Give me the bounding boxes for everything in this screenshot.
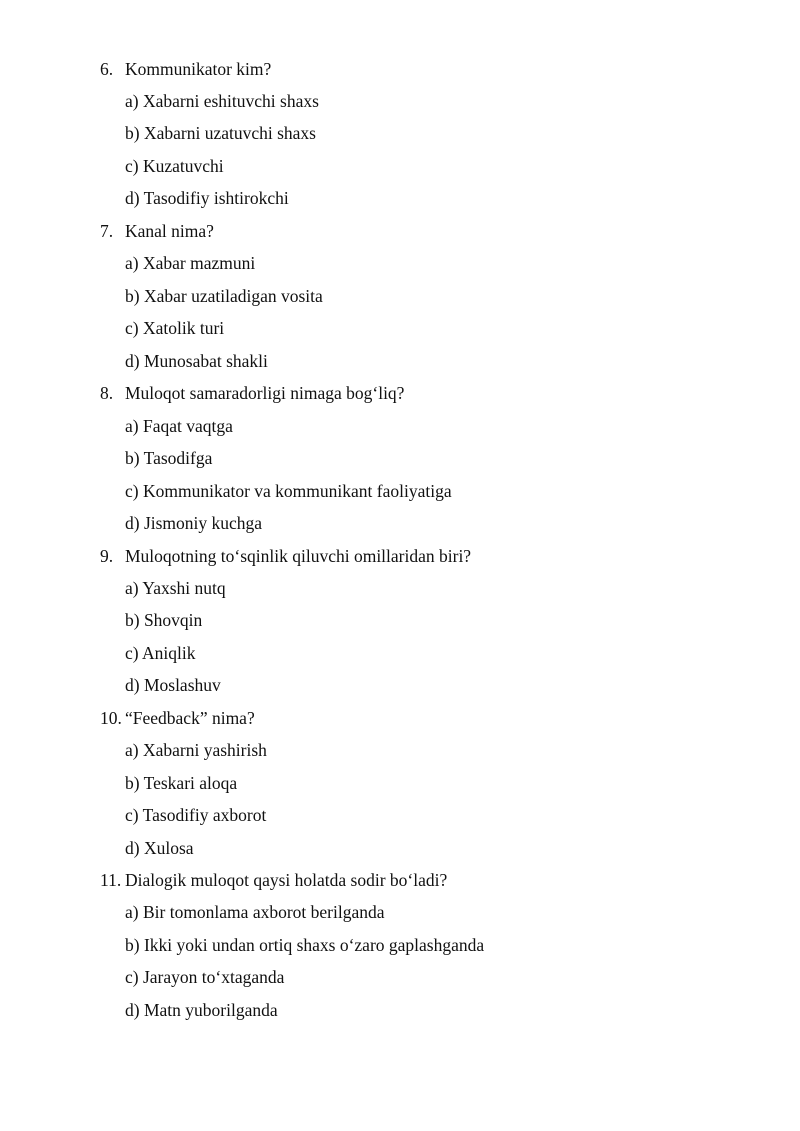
question-number: 6. (100, 59, 114, 79)
answer-option: d) Moslashuv (125, 675, 221, 695)
question-number: 8. (100, 383, 114, 403)
answer-option: d) Jismoniy kuchga (125, 513, 263, 533)
question-number: 10. (100, 708, 122, 728)
answer-option: c) Kommunikator va kommunikant faoliyatiga (125, 481, 452, 501)
answer-option: d) Munosabat shakli (125, 351, 268, 371)
answer-option: b) Xabarni uzatuvchi shaxs (125, 123, 316, 143)
answer-option: a) Yaxshi nutq (125, 578, 226, 598)
answer-option: a) Faqat vaqtga (125, 416, 233, 436)
answer-option: a) Xabarni yashirish (125, 740, 267, 760)
answer-option: d) Matn yuborilganda (125, 1000, 278, 1020)
answer-option: a) Xabarni eshituvchi shaxs (125, 91, 319, 111)
answer-option: c) Jarayon to‘xtaganda (125, 967, 285, 987)
answer-option: a) Xabar mazmuni (125, 253, 256, 273)
answer-option: b) Xabar uzatiladigan vosita (125, 286, 323, 306)
question-text: Dialogik muloqot qaysi holatda sodir bo‘ladi? (125, 870, 448, 890)
question-number: 9. (100, 546, 114, 566)
answer-option: c) Kuzatuvchi (125, 156, 224, 176)
answer-option: b) Ikki yoki undan ortiq shaxs o‘zaro gaplashganda (125, 935, 485, 955)
answer-option: b) Shovqin (125, 610, 203, 630)
answer-option: c) Tasodifiy axborot (125, 805, 267, 825)
answer-option: b) Tasodifga (125, 448, 213, 468)
question-text: Kanal nima? (125, 221, 214, 241)
question-text: Muloqotning to‘sqinlik qiluvchi omillaridan biri? (125, 546, 472, 566)
question-number: 11. (100, 870, 122, 890)
question-text: Kommunikator kim? (125, 59, 272, 79)
question-text: “Feedback” nima? (125, 708, 255, 728)
question-text: Muloqot samaradorligi nimaga bog‘liq? (125, 383, 405, 403)
question-number: 7. (100, 221, 114, 241)
answer-option: c) Aniqlik (125, 643, 196, 663)
answer-option: c) Xatolik turi (125, 318, 225, 338)
answer-option: d) Tasodifiy ishtirokchi (125, 188, 289, 208)
answer-option: b) Teskari aloqa (125, 773, 238, 793)
answer-option: d) Xulosa (125, 838, 194, 858)
answer-option: a) Bir tomonlama axborot berilganda (125, 902, 385, 922)
